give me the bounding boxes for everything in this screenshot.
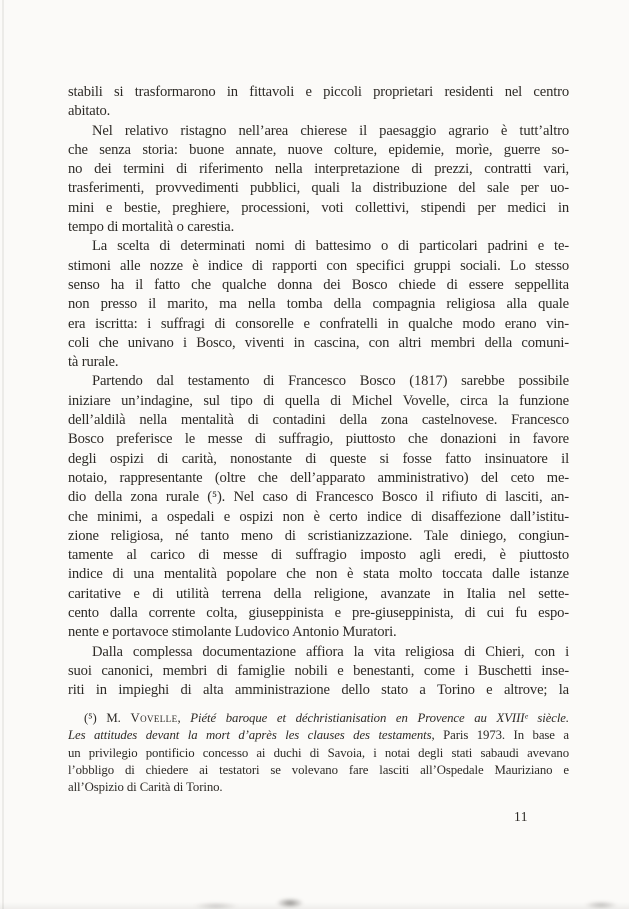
text-line: Nel relativo ristagno nell’area chierese il paesaggio agrario è tutt’altro <box>92 122 569 139</box>
paragraph <box>68 83 569 122</box>
text-line: abitato. <box>68 103 111 120</box>
footnote-work-title: Piété baroque et déchristianisation en Provence au XVIIIᵉ siècle. <box>190 711 569 725</box>
text-line: tempo di mortalità o carestia. <box>68 219 235 236</box>
text-line: era iscritta: i suffragi di consorelle e confratelli in qualche modo erano vin- <box>68 315 569 332</box>
text-line: cento dalla corrente colta, giuseppinista e pre-giuseppinista, di cui fu espo- <box>68 605 569 622</box>
text-line: stimoni alle nozze è indice di rapporti con specifici gruppi sociali. Lo stesso <box>68 257 569 274</box>
paragraph <box>68 372 569 642</box>
text-line: senso ha il fatto che qualche donna dei Bosco chiede di essere seppellita <box>68 276 569 293</box>
text-line: coli che univano i Bosco, viventi in cascina, con altri membri della comuni- <box>68 334 569 351</box>
footnote-marker: (⁵) M. <box>84 711 131 725</box>
text-line: suoi canonici, membri di famiglie nobili e benestanti, come i Buschetti inse- <box>68 662 569 679</box>
text-line: caritative e di utilità terrena della religione, avanzate in Italia nel sette- <box>68 585 569 602</box>
scan-bottom-shadow <box>0 902 629 909</box>
text-line: tamente al carico di messe di suffragio imposto agli eredi, è piuttosto <box>68 547 569 564</box>
text-line: dell’aldilà nella mentalità di contadini della zona castelnovese. Francesco <box>68 412 569 429</box>
footnote-line: Les attitudes devant la mort d’après les clauses des testaments, Paris 1973. In base a <box>68 728 569 743</box>
paragraph <box>68 237 569 372</box>
text-line: riti in impieghi di alta amministrazione dello stato a Torino e altrove; la <box>68 682 569 699</box>
text-line: che senza storia: buone annate, nuove colture, epidemie, morìe, guerre so- <box>68 141 569 158</box>
text-line: Partendo dal testamento di Francesco Bosco (1817) sarebbe possibile <box>92 373 569 390</box>
text-line: notaio, rappresentante (oltre che dell’apparato amministrativo) del ceto me- <box>68 469 569 486</box>
text-line: Bosco preferisce le messe di suffragio, piuttosto che donazioni in favore <box>68 431 569 448</box>
text-line: no dei termini di riferimento nella interpretazione di prezzi, contratti vari, <box>68 161 569 178</box>
text-line: tà rurale. <box>68 354 119 371</box>
page-number: 11 <box>514 809 528 824</box>
paragraph <box>68 122 569 238</box>
text-line: nente e portavoce stimolante Ludovico Antonio Muratori. <box>68 624 397 641</box>
footnote-line: all’Ospizio di Carità di Torino. <box>68 780 223 795</box>
text-line: degli ospizi di carità, nonostante di queste si fosse fatto insinuatore il <box>68 450 569 467</box>
footnote <box>68 710 569 796</box>
paragraph <box>68 643 569 701</box>
footnote-line: l’obbligo di chiedere ai testatori se volevano fare lasciti all’Ospedale Mauriziano e <box>68 762 569 777</box>
scan-edge-artifact <box>2 0 4 909</box>
body-text <box>68 83 569 701</box>
text-line: dio della zona rurale (⁵). Nel caso di Francesco Bosco il rifiuto di lasciti, an- <box>68 489 569 506</box>
text-line: stabili si trasformarono in fittavoli e piccoli proprietari residenti nel centro <box>68 84 569 100</box>
text-line: Dalla complessa documentazione affiora la vita religiosa di Chieri, con i <box>92 643 569 660</box>
footnote-line: un privilegio pontificio concesso ai duchi di Savoia, i notai degli stati sabaudi avevano <box>68 745 569 760</box>
footnote-work-subtitle: Les attitudes devant la mort d’après les clauses des testaments, <box>68 728 435 743</box>
text-line: La scelta di determinati nomi di battesimo o di particolari padrini e te- <box>92 238 569 255</box>
text-line: non presso il marito, ma nella tomba della compagnia religiosa alla quale <box>68 296 569 313</box>
footnote-author: Vovelle <box>130 711 178 725</box>
footnote-line: (⁵) M. Vovelle, Piété baroque et déchristianisation en Provence au XVIIIᵉ siècle. <box>84 711 569 725</box>
text-line: mini e bestie, preghiere, processioni, voti collettivi, stipendi per medici in <box>68 199 569 216</box>
text-line: zione religiosa, né tanto meno di scristianizzazione. Tale diniego, congiun- <box>68 527 569 544</box>
text-line: iniziare un’indagine, sul tipo di quella di Michel Vovelle, circa la funzione <box>68 392 569 409</box>
text-line: trasferimenti, provvedimenti pubblici, quali la distribuzione del sale per uo- <box>68 180 569 197</box>
text-line: che minimi, a ospedali e ospizi non è certo indice di disaffezione dall’istitu- <box>68 508 569 525</box>
text-line: indice di una mentalità popolare che non è stata molto toccata dalle istanze <box>68 566 569 583</box>
